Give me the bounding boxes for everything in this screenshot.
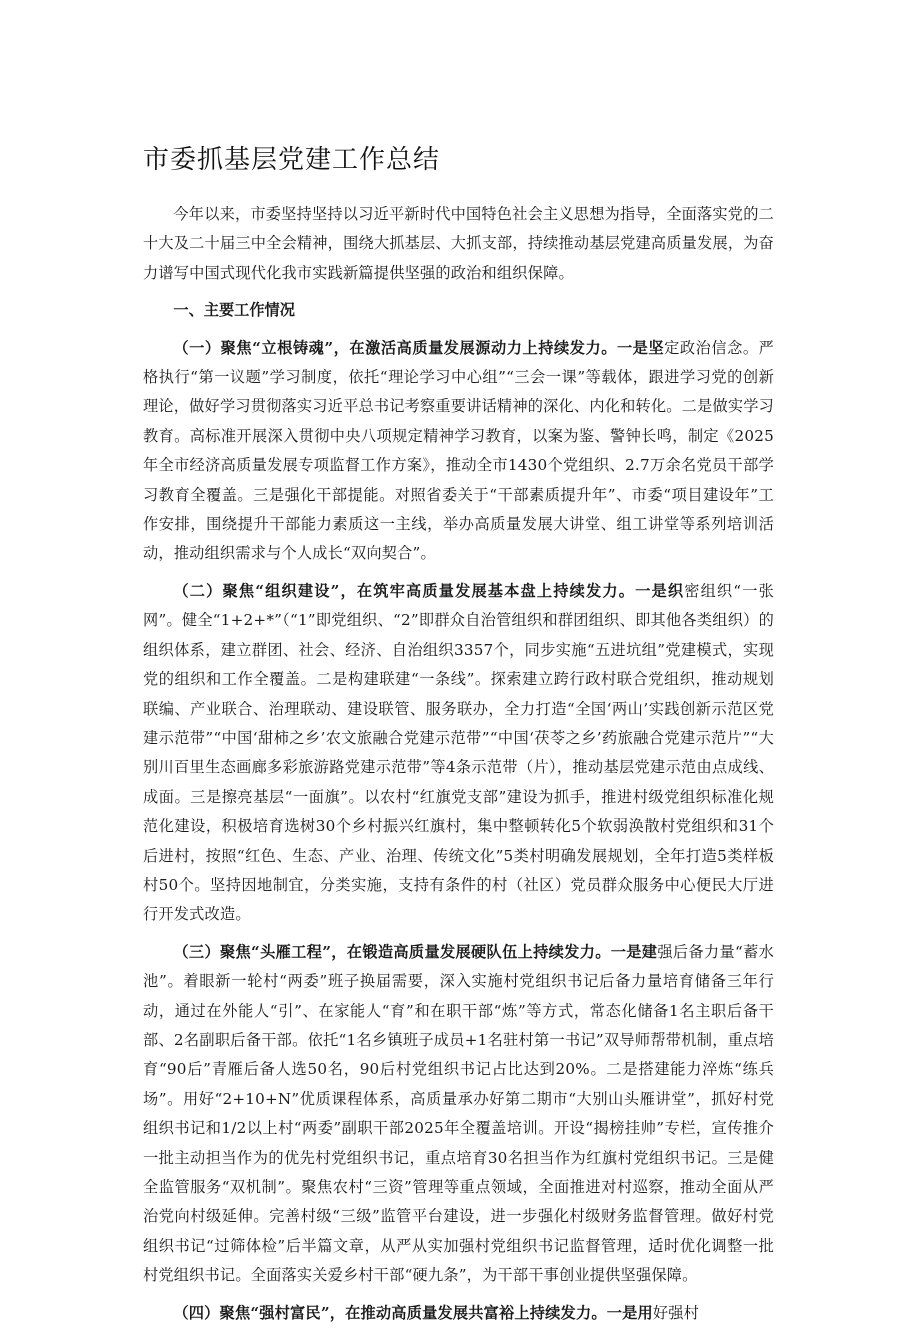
document-title: 市委抓基层党建工作总结 (143, 145, 441, 175)
item-2-body: 密组织“一张网”。健全“1+2+*”（“1”即党组织、“2”即群众自治管组织和群团组织、即其他各类组织）的组织体系，建立群团、社会、经济、自治组织3357个，同步实施“五进坑组”党建模式，实现党的组织和工作全覆盖。二是构建联建“一条线”。探索建立跨行政村联合党组织，推动规划联编、产业联合、治理联动、建设联管、服务联办，全力打造“全国‘两山’实践创新示范区党建示范带”“中国‘甜柿之乡’农文旅融合党建示范带”“中国‘茯苓之乡’药旅融合党建示范片”“大别川百里生态画廊多彩旅游路党建示范带”等4条示范带（片），推动基层党建示范由点成线、成面。三是擦亮基层“一面旗”。以农村“红旗党支部”建设为抓手，推进村级党组织标准化规范化建设，积极培育选树30个乡村振兴红旗村，集中整顿转化5个软弱涣散村党组织和31个后进村，按照“红色、生态、产业、治理、传统文化”5类村明确发展规划，全年打造5类样板村50个。坚持因地制宜，分类实施，支持有条件的村（社区）党员群众服务中心便民大厅进行开发式改造。 (143, 581, 774, 924)
item-2-lead: （二）聚焦“组织建设”，在筑牢高质量发展基本盘上持续发力。一是织 (173, 581, 685, 600)
item-1-body: 定政治信念。严格执行“第一议题”学习制度，依托“理论学习中心组”“三会一课”等载体，跟进学习党的创新理论，做好学习贯彻落实习近平总书记考察重要讲话精神的深化、内化和转化。二是做实学习教育。高标准开展深入贯彻中央八项规定精神学习教育，以案为鉴、警钟长鸣，制定《2025年全市经济高质量发展专项监督工作方案》，推动全市1430个党组织、2.7万余名党员干部学习教育全覆盖。三是强化干部提能。对照省委关于“干部素质提升年”、市委“项目建设年”工作安排，围绕提升干部能力素质这一主线，举办高质量发展大讲堂、组工讲堂等系列培训活动，推动组织需求与个人成长“双向契合”。 (143, 338, 774, 563)
item-3-body: 强后备力量“蓄水池”。着眼新一轮村“两委”班子换届需要，深入实施村党组织书记后备力量培育储备三年行动，通过在外能人“引”、在家能人“育”和在职干部“炼”等方式，常态化储备1名主职后备干部、2名副职后备干部。依托“1名乡镇班子成员+1名驻村第一书记”双导师帮带机制，重点培育“90后”青雁后备人选50名，90后村党组织书记占比达到20%。二是搭建能力淬炼“练兵场”。用好“2+10+N”优质课程体系，高质量承办好第二期市“大别山头雁讲堂”，抓好村党组织书记和1/2以上村“两委”副职干部2025年全覆盖培训。开设“揭榜挂帅”专栏，宣传推介一批主动担当作为的优先村党组织书记，重点培育30名担当作为红旗村党组织书记。三是健全监管服务“双机制”。聚焦农村“三资”管理等重点领域，全面推进对村巡察，推动全面从严治党向村级延伸。完善村级“三级”监管平台建设，进一步强化村级财务监督管理。做好村党组织书记“过筛体检”后半篇文章，从严从实加强村党组织书记监督管理，适时优化调整一批村党组织书记。全面落实关爱乡村干部“硬九条”，为干部干事创业提供坚强保障。 (143, 942, 774, 1285)
section-heading-main-work: 一、主要工作情况 (173, 301, 295, 320)
paragraph-item-4 (143, 1299, 774, 1328)
paragraph-item-3 (143, 938, 774, 1291)
intro-paragraph: 今年以来，市委坚持坚持以习近平新时代中国特色社会主义思想为指导，全面落实党的二十大及二十届三中全会精神，围绕大抓基层、大抓支部，持续推动基层党建高质量发展，为奋力谱写中国式现代化我市实践新篇提供坚强的政治和组织保障。 (143, 205, 774, 282)
item-4-lead: （四）聚焦“强村富民”，在推动高质量发展共富裕上持续发力。一是用 (173, 1303, 653, 1322)
paragraph-item-1 (143, 334, 774, 569)
item-3-lead: （三）聚焦“头雁工程”，在锻造高质量发展硬队伍上持续发力。一是建 (173, 942, 658, 961)
paragraph-item-2 (143, 577, 774, 930)
item-4-body: 好强村 (652, 1303, 700, 1322)
item-1-lead: （一）聚焦“立根铸魂”，在激活高质量发展源动力上持续发力。一是坚 (173, 338, 665, 357)
